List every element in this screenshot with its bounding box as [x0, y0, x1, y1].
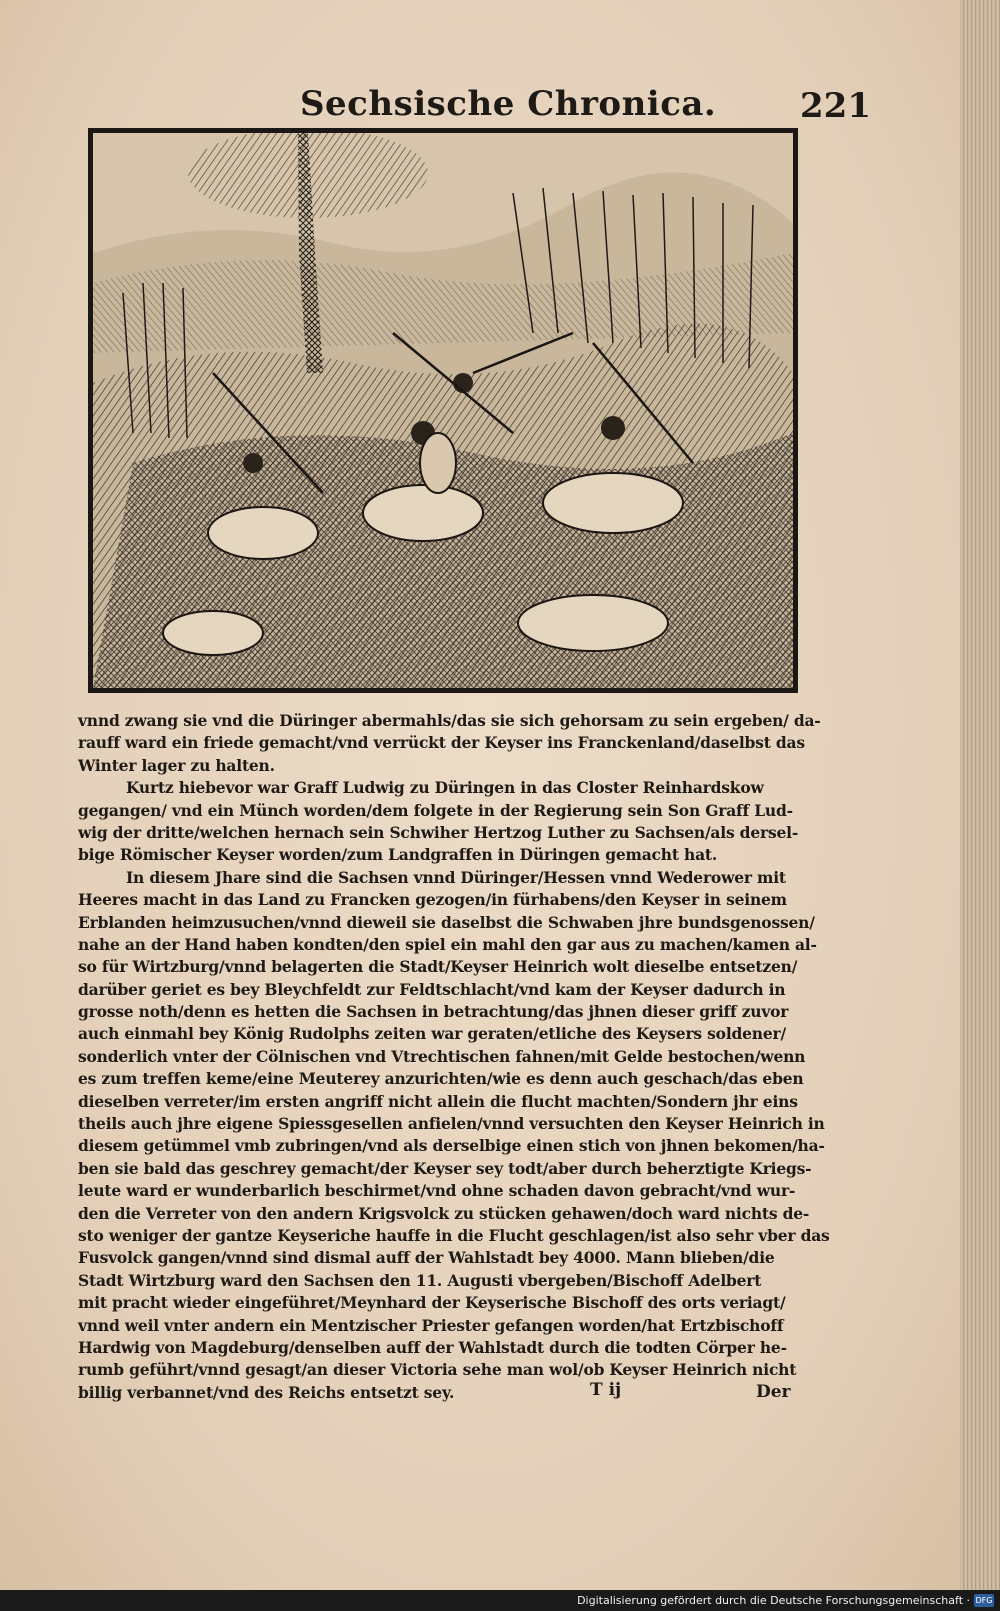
- text-line: Erblanden heimzusuchen/vnnd dieweil sie daselbst die Schwaben jhre bundsgenossen/: [78, 912, 815, 932]
- text-line: bige Römischer Keyser worden/zum Landgraffen in Düringen gemacht hat.: [78, 845, 718, 865]
- text-line: mit pracht wieder eingeführet/Meynhard der Keyserische Bischoff des orts veriagt/: [78, 1293, 786, 1313]
- text-line: grosse noth/denn es hetten die Sachsen in betrachtung/das jhnen dieser griff zuvor: [78, 1002, 789, 1022]
- page-edges: [960, 0, 1000, 1590]
- battle-woodcut-illustration: [88, 128, 798, 693]
- text-line: es zum treffen keme/eine Meuterey anzurichten/wie es denn auch geschach/das eben: [78, 1069, 804, 1089]
- text-line: vnnd zwang sie vnd die Düringer abermahls/das sie sich gehorsam zu sein ergeben/ da-: [78, 711, 821, 730]
- text-line: dieselben verreter/im ersten angriff nicht allein die flucht machten/Sondern jhr eins: [78, 1091, 798, 1111]
- text-line: rumb geführt/vnnd gesagt/an dieser Victoria sehe man wol/ob Keyser Heinrich nicht: [78, 1360, 797, 1380]
- text-line: Fusvolck gangen/vnnd sind dismal auff der Wahlstadt bey 4000. Mann blieben/die: [78, 1248, 775, 1268]
- text-line: wig der dritte/welchen hernach sein Schwiher Hertzog Luther zu Sachsen/als dersel-: [78, 822, 799, 842]
- text-line: sonderlich vnter der Cölnischen vnd Vtrechtischen fahnen/mit Gelde bestochen/wenn: [78, 1046, 806, 1066]
- dfg-logo: DFG: [975, 1596, 993, 1605]
- text-line: diesem getümmel vmb zubringen/vnd als derselbige einen stich von jhnen bekomen/ha-: [78, 1136, 825, 1156]
- text-line: Winter lager zu halten.: [78, 755, 275, 775]
- text-line: auch einmahl bey König Rudolphs zeiten war geraten/etliche des Keysers soldener/: [78, 1024, 786, 1044]
- text-line: nahe an der Hand haben kondten/den spiel ein mahl den gar aus zu machen/kamen al-: [78, 934, 817, 954]
- text-line: so für Wirtzburg/vnnd belagerten die Stadt/Keyser Heinrich wolt dieselbe entsetzen/: [78, 957, 798, 977]
- printer-signature: T ij: [590, 1380, 622, 1400]
- text-line: theils auch jhre eigene Spiessgesellen anfielen/vnnd versuchten den Keyser Heinrich in: [78, 1114, 825, 1134]
- text-line: Stadt Wirtzburg ward den Sachsen den 11. Augusti vbergeben/Bischoff Adelbert: [78, 1270, 762, 1290]
- text-line: vnnd weil vnter andern ein Mentzischer Priester gefangen worden/hat Ertzbischoff: [78, 1315, 784, 1335]
- text-line: den die Verreter von den andern Krigsvolck zu stücken gehawen/doch ward nichts de-: [78, 1203, 810, 1223]
- text-line: Heeres macht in das Land zu Francken gezogen/in fürhabens/den Keyser in seinem: [78, 890, 787, 910]
- text-line: In diesem Jhare sind die Sachsen vnnd Düringer/Hessen vnnd Wederower mit: [126, 867, 786, 887]
- text-line: leute ward er wunderbarlich beschirmet/vnd ohne schaden davon gebracht/vnd wur-: [78, 1181, 796, 1201]
- running-head: Sechsische Chronica.: [300, 84, 717, 124]
- page-number: 221: [800, 86, 871, 126]
- text-line: Kurtz hiebevor war Graff Ludwig zu Düringen in das Closter Reinhardskow: [126, 778, 764, 798]
- text-line: gegangen/ vnd ein Münch worden/dem folgete in der Regierung sein Son Graff Lud-: [78, 800, 793, 820]
- catchword: Der: [756, 1382, 791, 1402]
- text-line: Hardwig von Magdeburg/denselben auff der Wahlstadt durch die todten Cörper he-: [78, 1337, 787, 1357]
- text-line: sto weniger der gantze Keyseriche hauffe in die Flucht geschlagen/ist also sehr vber das: [78, 1225, 830, 1245]
- chronicle-text: [78, 710, 830, 1404]
- text-line: billig verbannet/vnd des Reichs entsetzt sey.: [78, 1382, 455, 1402]
- woodcut-drawing: [93, 133, 793, 688]
- digitization-credit: Digitalisierung gefördert durch die Deutsche Forschungsgemeinschaft ·: [577, 1594, 970, 1607]
- text-line: darüber geriet es bey Bleychfeldt zur Feldtschlacht/vnd kam der Keyser dadurch in: [78, 979, 786, 999]
- text-line: ben sie bald das geschrey gemacht/der Keyser sey todt/aber durch beherztigte Kriegs-: [78, 1158, 812, 1178]
- text-line: rauff ward ein friede gemacht/vnd verrückt der Keyser ins Franckenland/daselbst das: [78, 733, 805, 753]
